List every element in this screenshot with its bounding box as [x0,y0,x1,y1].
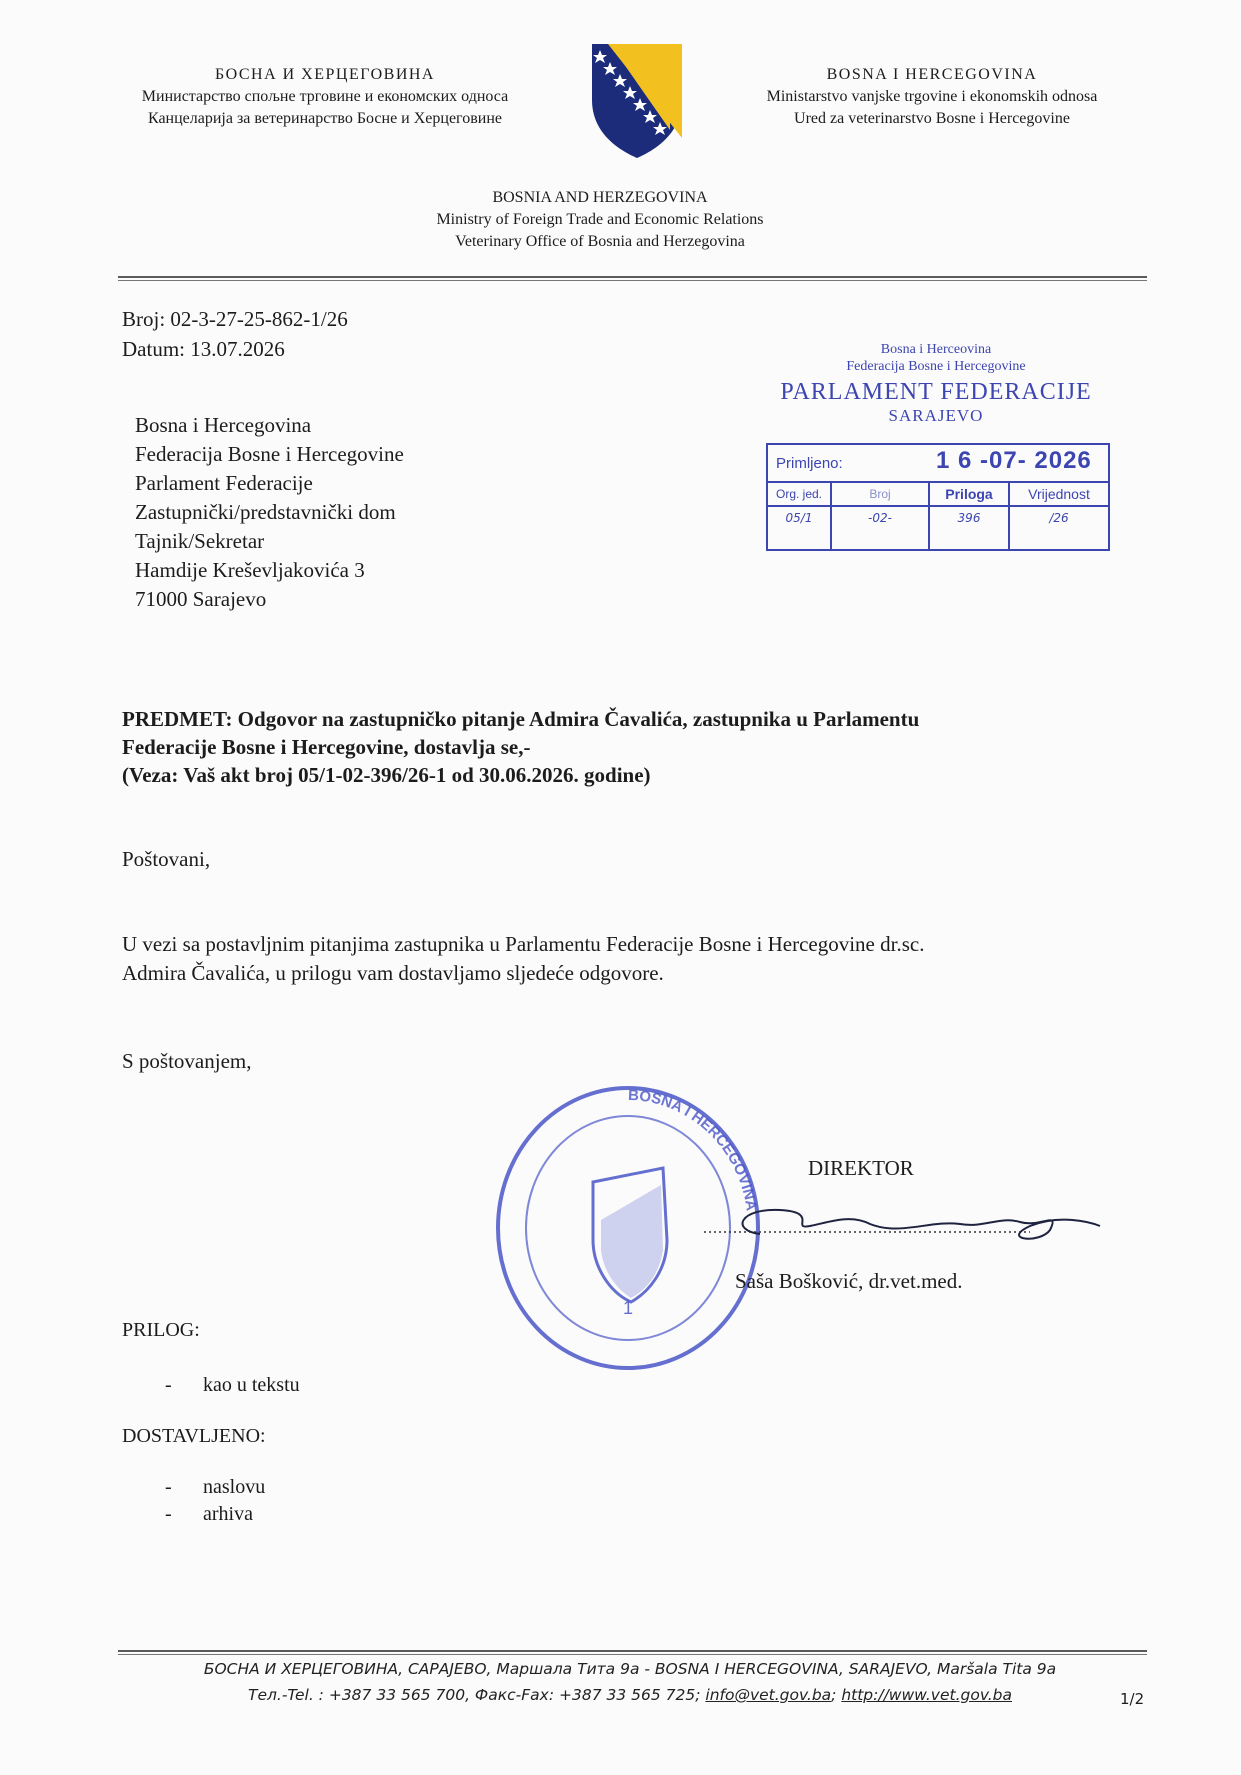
address-line: Parlament Federacije [135,471,313,495]
seal-center-number: 1 [623,1298,634,1318]
prilog-list [122,1372,622,1399]
document-number: Broj: 02-3-27-25-862-1/26 [122,307,348,331]
document-date: Datum: 13.07.2026 [122,337,285,361]
recipient-address [135,411,404,614]
header-right-line1: Ministarstvo vanjske trgovine i ekonomskih odnosa [766,88,1098,105]
received-stamp-line1: Bosna i Herceovina [880,342,992,357]
greeting: Poštovani, [122,847,211,871]
footer [110,1656,1150,1708]
received-date: 1 6 -07- 2026 [936,447,1092,474]
subject-line3: (Veza: Vaš akt broj 05/1-02-396/26-1 od 30.06.2026. godine) [122,763,651,787]
subject-line1: PREDMET: Odgovor na zastupničko pitanje Admira Čavalića, zastupnika u Parlamentu [122,707,920,731]
header-center-line1: Ministry of Foreign Trade and Economic Relations [436,211,764,228]
subject [122,705,1132,789]
body-line1: U vezi sa postavljnim pitanjima zastupnika u Parlamentu Federacije Bosne i Hercegovine dr.sc. [122,932,925,956]
address-line: Bosna i Hercegovina [135,413,312,437]
signatory-title: DIREKTOR [808,1156,914,1180]
received-stamp [766,443,1110,551]
list-item: - kao u tekstu [165,1374,300,1396]
list-item: - naslovu [165,1476,266,1498]
signatory-name: Saša Bošković, dr.vet.med. [735,1269,963,1293]
val-broj: -02- [832,507,930,549]
received-stamp-parliament: PARLAMENT FEDERACIJE [780,379,1092,405]
header-divider [118,276,1147,281]
header-center-line2: Veterinary Office of Bosnia and Herzegovina [455,233,745,250]
col-priloga-label: Priloga [930,483,1010,505]
received-stamp-line2: Federacija Bosne i Hercegovine [846,359,1026,374]
header-center [330,187,870,253]
header-left-title: БОСНА И ХЕРЦЕГОВИНА [215,66,435,83]
header-left [90,64,560,130]
dostavljeno-label: DOSTAVLJENO: [122,1425,266,1447]
val-vrijednost: /26 [1049,511,1069,525]
body-paragraph [122,930,1142,988]
document-meta [122,304,348,364]
footer-email-link[interactable]: info@vet.gov.ba [705,1686,832,1704]
footer-address: БОСНА И ХЕРЦЕГОВИНА, САРАЈЕВО, Маршала Тита 9а - BOSNA I HERCEGOVINA, SARAJEVO, Maršala Tita 9a [203,1660,1057,1678]
address-line: Tajnik/Sekretar [135,529,265,553]
closing: S poštovanjem, [122,1049,252,1073]
header-left-line1: Министарство спољне трговине и економских односа [141,88,509,105]
body-line2: Admira Čavalića, u prilogu vam dostavljamo sljedeće odgovore. [122,961,664,985]
footer-contact: Тел.-Tel. : +387 33 565 700, Факс-Fax: +387 33 565 725; info@vet.gov.ba; http://www.vet.gov.ba [248,1686,1012,1704]
seal-outer-text: BOSNA I HERCEGOVINA [627,1086,760,1213]
handwritten-signature-icon [700,1200,1110,1250]
col-broj-label: Broj [832,483,930,505]
dostavljeno-list [122,1474,622,1528]
address-line: Zastupnički/predstavnički dom [135,500,396,524]
address-line: Hamdije Kreševljakovića 3 [135,558,365,582]
address-line: 71000 Sarajevo [135,587,267,611]
received-stamp-header [796,341,1076,375]
received-label: Primljeno: [776,455,843,472]
address-line: Federacija Bosne i Hercegovine [135,442,404,466]
footer-website-link[interactable]: http://www.vet.gov.ba [841,1686,1012,1704]
header-center-title: BOSNIA AND HERZEGOVINA [492,189,708,206]
val-priloga: 396 [930,507,1010,549]
header-left-line2: Канцеларија за ветеринарство Босне и Херцеговине [147,110,502,127]
footer-divider [118,1650,1147,1655]
header-right [712,64,1152,130]
page-number: 1/2 [1120,1690,1145,1708]
col-org-label: Org. jed. [768,483,832,505]
coat-of-arms-icon [590,42,684,160]
list-item: - arhiva [165,1503,253,1525]
subject-line2: Federacije Bosne i Hercegovine, dostavlja se,- [122,735,531,759]
header-right-line2: Ured za veterinarstvo Bosne i Hercegovine [794,110,1070,127]
received-stamp-city: SARAJEVO [888,406,984,425]
prilog-label: PRILOG: [122,1319,200,1341]
col-vrijednost-label: Vrijednost [1028,486,1090,502]
val-org: 05/1 [768,507,832,549]
header-right-title: BOSNA I HERCEGOVINA [826,66,1038,83]
